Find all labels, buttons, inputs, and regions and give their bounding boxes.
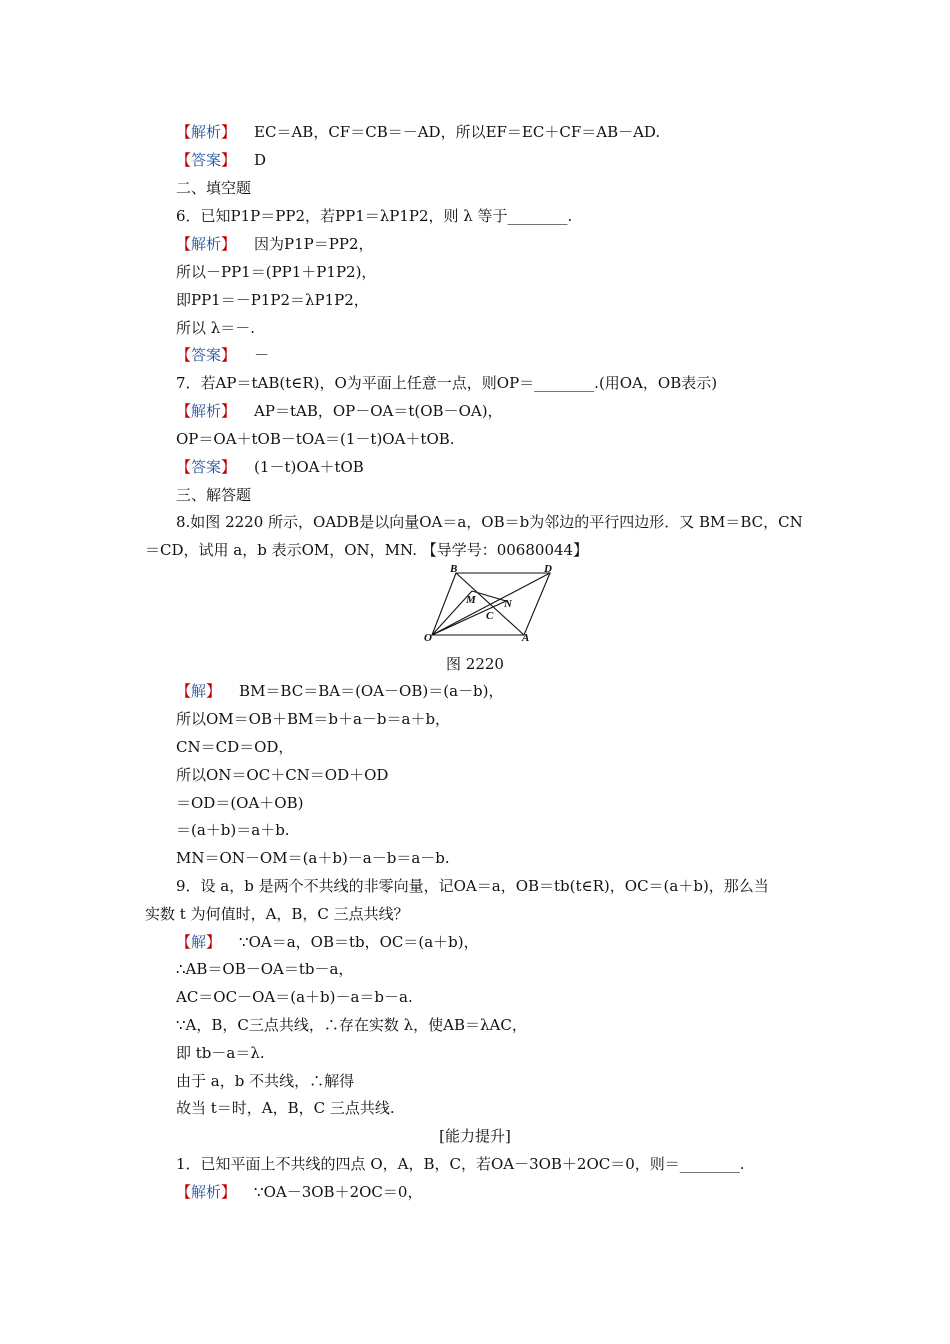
analysis-tag: 【解析】 [176, 402, 237, 420]
label-a: A [522, 632, 530, 643]
label-b: B [450, 563, 458, 575]
line-answer-5: 【答案】 D [176, 151, 267, 169]
problem-8-line1: 8.如图 2220 所示，OADB是以向量OA＝a，OB＝b为邻边的平行四边形．又 BM＝BC，CN [176, 513, 803, 531]
figure-caption: 图 2220 [446, 655, 504, 673]
solution-8-line4: 所以ON＝OC＋CN＝OD＋OD [176, 766, 389, 784]
solution-9-line5: 即 tb－a＝λ. [176, 1044, 265, 1062]
line-analysis-1: 【解析】 ∵OA－3OB＋2OC＝0， [176, 1183, 423, 1201]
step-6-3: 所以 λ＝－. [176, 319, 256, 337]
solution-9-line7: 故当 t＝时，A，B，C 三点共线. [176, 1099, 395, 1117]
solution-tag: 【解】 [176, 682, 222, 700]
solution-8-line5: ＝OD＝(OA＋OB) [176, 794, 304, 812]
solution-9-line6: 由于 a，b 不共线，∴解得 [176, 1072, 355, 1090]
section-fill-blank: 二、填空题 [176, 179, 252, 197]
label-d: D [544, 563, 552, 575]
solution-8-line6: ＝(a＋b)＝a＋b. [176, 821, 290, 839]
problem-7: 7．若AP＝tAB(t∈R)，O为平面上任意一点，则OP＝________.(用OA，OB表示) [176, 374, 718, 392]
solution-tag: 【解】 [176, 933, 222, 951]
analysis-tag: 【解析】 [176, 123, 237, 141]
problem-9-line1: 9．设 a，b 是两个不共线的非零向量，记OA＝a，OB＝tb(t∈R)，OC＝(a＋b)，那么当 [176, 877, 769, 895]
section-solve: 三、解答题 [176, 486, 252, 504]
solution-8-line1: 【解】 BM＝BC＝BA＝(OA－OB)＝(a－b)， [176, 682, 504, 700]
problem-6: 6．已知P1P＝PP2，若PP1＝λP1P2，则 λ 等于________. [176, 207, 573, 225]
label-o: O [424, 632, 432, 643]
parallelogram-figure [424, 563, 558, 643]
segment-mn [472, 591, 506, 601]
line-analysis-5: 【解析】 EC＝AB，CF＝CB＝－AD，所以EF＝EC＋CF＝AB－AD. [176, 123, 661, 141]
problem-1: 1．已知平面上不共线的四点 O，A，B，C，若OA－3OB＋2OC＝0，则＝________. [176, 1155, 745, 1173]
solution-9-line4: ∵A，B，C三点共线，∴存在实数 λ，使AB＝λAC， [176, 1016, 527, 1034]
step-6-1: 所以－PP1＝(PP1＋P1P2)， [176, 263, 377, 281]
problem-9-line2: 实数 t 为何值时，A，B，C 三点共线？ [145, 905, 409, 923]
label-m: M [466, 594, 476, 606]
solution-8-line3: CN＝CD＝OD， [176, 738, 294, 756]
solution-8-line7: MN＝ON－OM＝(a＋b)－a－b＝a－b. [176, 849, 450, 867]
solution-9-line3: AC＝OC－OA＝(a＋b)－a＝b－a. [176, 988, 413, 1006]
label-n: N [504, 598, 512, 610]
solution-9-line1: 【解】 ∵OA＝a，OB＝tb，OC＝(a＋b)， [176, 933, 479, 951]
line-answer-7: 【答案】 (1－t)OA＋tOB [176, 458, 364, 476]
problem-8-line2: ＝CD，试用 a，b 表示OM，ON，MN. 【导学号：00680044】 [145, 541, 589, 559]
solution-8-line2: 所以OM＝OB＋BM＝b＋a－b＝a＋b， [176, 710, 451, 728]
analysis-tag: 【解析】 [176, 1183, 237, 1201]
diagonal-od [432, 573, 550, 635]
section-title-ability: [能力提升] [439, 1127, 511, 1145]
line-analysis-6: 【解析】 因为P1P＝PP2， [176, 235, 374, 253]
answer-tag: 【答案】 [176, 151, 237, 169]
answer-tag: 【答案】 [176, 458, 237, 476]
solution-9-line2: ∴AB＝OB－OA＝tb－a， [176, 960, 354, 978]
step-6-2: 即PP1＝－P1P2＝λP1P2， [176, 291, 369, 309]
line-analysis-7: 【解析】 AP＝tAB，OP－OA＝t(OB－OA)， [176, 402, 503, 420]
step-7-1: OP＝OA＋tOB－tOA＝(1－t)OA＋tOB. [176, 430, 455, 448]
analysis-tag: 【解析】 [176, 235, 237, 253]
line-answer-6: 【答案】 － [176, 346, 270, 364]
label-c: C [486, 610, 494, 622]
answer-tag: 【答案】 [176, 346, 237, 364]
